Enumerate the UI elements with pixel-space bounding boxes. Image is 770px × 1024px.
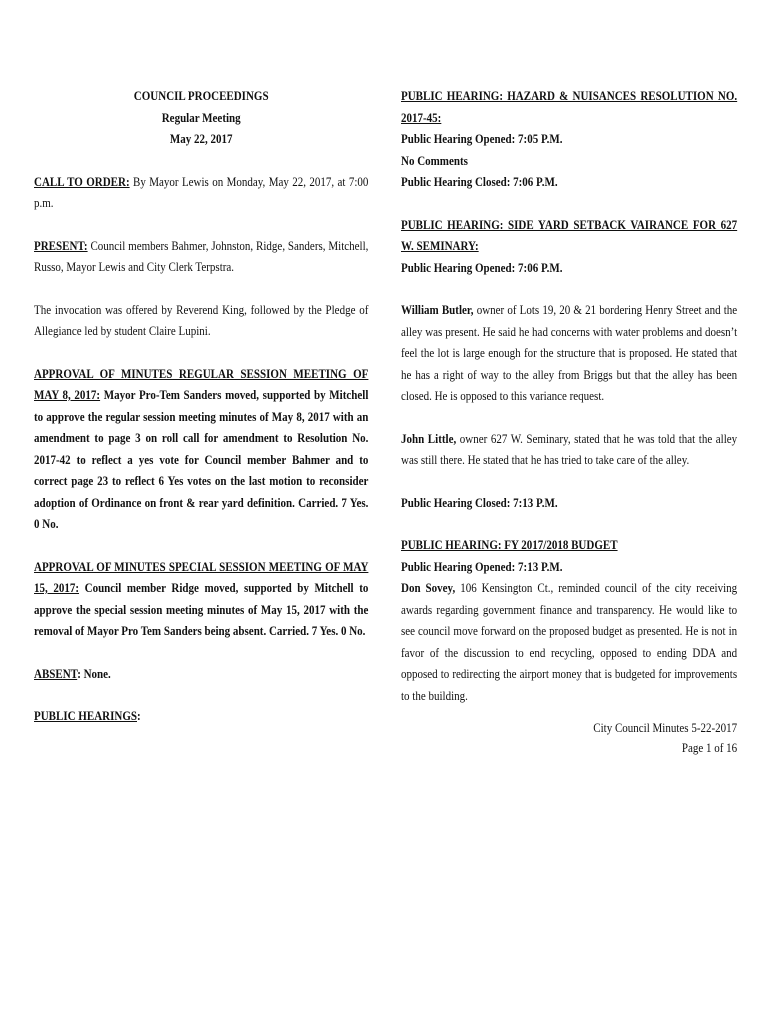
hazard-hearing-comments: No Comments: [401, 153, 468, 168]
sovey-text: 106 Kensington Ct., reminded council of the city receiving awards regarding government finance and transparency. He would like to see council move forward on the proposed budget as presented. He is not in favor of the discussion to end recycling, opposed to ending DDA and opposed to redirecting the airport money that is budgeted for improvements to the building.: [401, 581, 738, 703]
little-text: owner 627 W. Seminary, stated that he was told that the alley was still there. He stated that he has tried to take care of the alley.: [401, 431, 738, 467]
absent-text: : None.: [77, 666, 111, 681]
right-column: [401, 86, 737, 707]
public-hearings-heading: [34, 706, 368, 728]
sovey-name: Don Sovey,: [401, 581, 456, 595]
footer-page-number: Page 1 of 16: [681, 741, 738, 755]
little-name: John Little,: [401, 431, 457, 446]
budget-hearing-opened: Public Hearing Opened: 7:13 P.M.: [401, 559, 563, 574]
minutes-special-label: APPROVAL OF MINUTES SPECIAL SESSION MEETING OF MAY 15, 2017:: [34, 559, 369, 595]
absent-paragraph: [34, 664, 368, 686]
public-hearings-colon: :: [137, 709, 141, 723]
minutes-special-paragraph: [34, 557, 368, 643]
butler-name: William Butler,: [401, 303, 474, 317]
public-hearings-label: PUBLIC HEARINGS: [34, 709, 138, 723]
present-label: PRESENT:: [34, 238, 88, 253]
meeting-date: May 22, 2017: [169, 132, 233, 146]
absent-label: ABSENT: [34, 666, 78, 681]
butler-paragraph: [401, 300, 737, 408]
minutes-regular-text: Mayor Pro-Tem Sanders moved, supported by Mitchell to approve the regular session meeting minutes of May 8, 2017 with an amendment to page 3 on roll call for amendment to Resolution No. 2017-42 to reflect a yes vote for Council member Bahmer and to correct page 23 to reflect 6 Yes votes on the last motion to reconsider adoption of Ordinance on front & rear yard definition. Carried. 7 Yes. 0 No.: [34, 388, 369, 531]
call-to-order-text: By Mayor Lewis on Monday, May 22, 2017, at 7:00 p.m.: [34, 174, 369, 210]
budget-hearing-title: PUBLIC HEARING: FY 2017/2018 BUDGET: [401, 538, 618, 552]
setback-hearing-opened: Public Hearing Opened: 7:06 P.M.: [401, 260, 563, 275]
little-paragraph: [401, 429, 737, 472]
minutes-special-text: Council member Ridge moved, supported by Mitchell to approve the special session meeting minutes of May 15, 2017 with the removal of Mayor Pro Tem Sanders being absent. Carried. 7 Yes. 0 No.: [34, 581, 369, 638]
call-to-order-label: CALL TO ORDER:: [34, 174, 130, 189]
present-paragraph: [34, 236, 368, 279]
hazard-hearing-title: PUBLIC HEARING: HAZARD & NUISANCES RESOLUTION NO. 2017-45:: [401, 89, 738, 125]
minutes-regular-label: APPROVAL OF MINUTES REGULAR SESSION MEETING OF MAY 8, 2017:: [34, 366, 369, 402]
minutes-regular-paragraph: [34, 364, 368, 536]
meeting-type: Regular Meeting: [161, 110, 241, 125]
butler-text: owner of Lots 19, 20 & 21 bordering Henry Street and the alley was present. He said he had concerns with water problems and doesn’t feel the lot is large enough for the structure that is proposed. He stated that he has a right of way to the alley from Briggs but that the alley has been closed. He is opposed to this variance request.: [401, 303, 738, 403]
call-to-order-paragraph: [34, 172, 368, 215]
present-text: Council members Bahmer, Johnston, Ridge, Sanders, Mitchell, Russo, Mayor Lewis and City Clerk Terpstra.: [34, 238, 369, 274]
sovey-paragraph: [401, 578, 737, 707]
left-column: [34, 86, 368, 728]
footer-doc-label: City Council Minutes 5-22-2017: [593, 721, 738, 735]
setback-hearing-title: PUBLIC HEARING: SIDE YARD SETBACK VAIRANCE FOR 627 W. SEMINARY:: [401, 217, 738, 253]
hazard-hearing-closed: Public Hearing Closed: 7:06 P.M.: [401, 175, 558, 189]
setback-hearing-closed: Public Hearing Closed: 7:13 P.M.: [401, 495, 558, 510]
hazard-hearing-opened: Public Hearing Opened: 7:05 P.M.: [401, 132, 563, 146]
invocation-paragraph: The invocation was offered by Reverend King, followed by the Pledge of Allegiance led by student Claire Lupini.: [34, 302, 369, 338]
document-title: COUNCIL PROCEEDINGS: [133, 89, 269, 103]
page-footer: [401, 718, 737, 758]
